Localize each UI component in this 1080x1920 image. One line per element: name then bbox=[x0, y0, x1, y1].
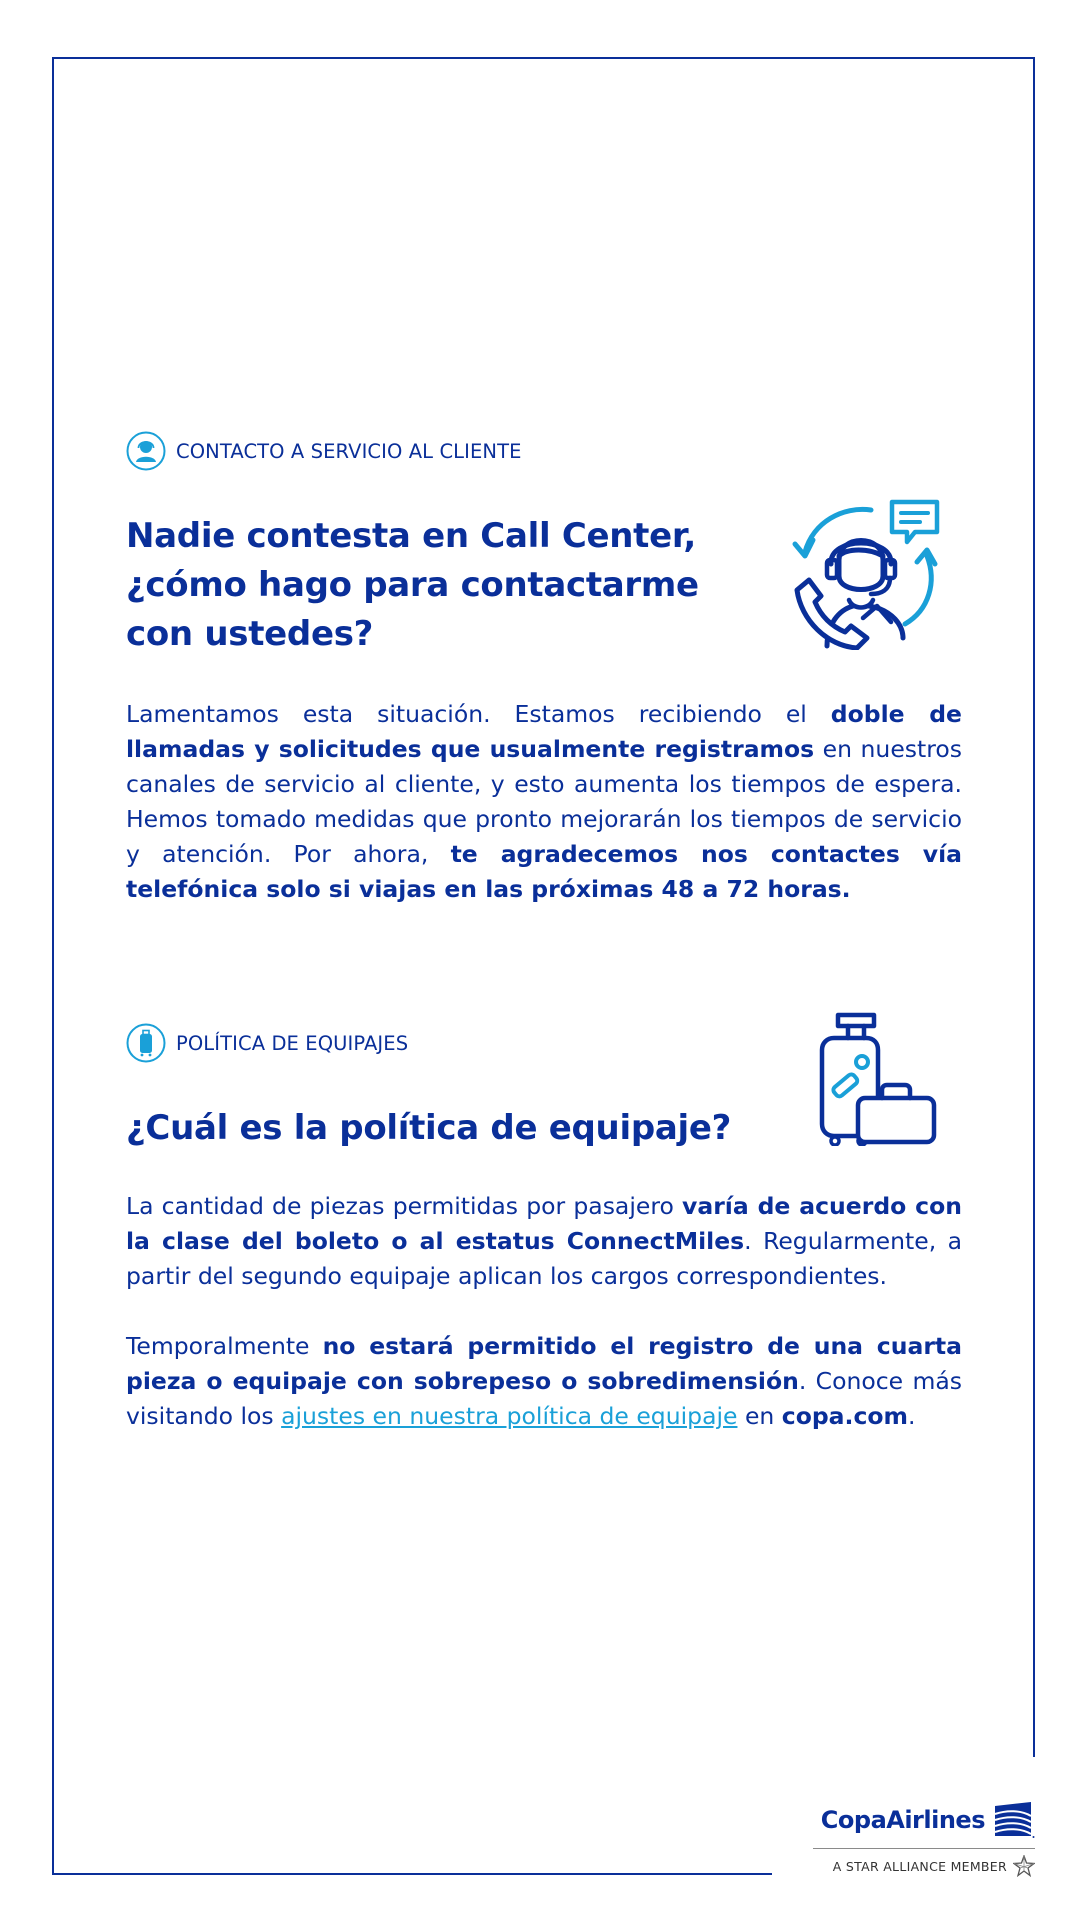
headline-line: con ustedes? bbox=[126, 614, 374, 654]
section-paragraph: La cantidad de piezas permitidas por pasajero varía de acuerdo con la clase del boleto o al estatus ConnectMiles. Regularmente, a partir del segundo equipaje aplican los cargos correspondientes. bbox=[126, 1192, 962, 1290]
eyebrow-label: POLÍTICA DE EQUIPAJES bbox=[176, 1031, 409, 1055]
logo-divider bbox=[813, 1848, 1035, 1849]
section-eyebrow bbox=[126, 430, 962, 472]
frame-left-border bbox=[52, 57, 54, 1875]
section-paragraph: Temporalmente no estará permitido el registro de una cuarta pieza o equipaje con sobrepeso o sobredimensión. Conoce más visitando los ajustes en nuestra política de equipaje en copa.com. bbox=[126, 1332, 962, 1430]
frame-top-border bbox=[52, 57, 1035, 59]
headline-line: ¿cómo hago para contactarme bbox=[126, 565, 699, 605]
logo-row bbox=[813, 1800, 1035, 1840]
section-headline bbox=[126, 512, 726, 659]
star-alliance-text: A STAR ALLIANCE MEMBER bbox=[832, 1858, 1007, 1874]
star-alliance-row bbox=[813, 1855, 1035, 1877]
eyebrow-label: CONTACTO A SERVICIO AL CLIENTE bbox=[176, 439, 522, 463]
section-headline: ¿Cuál es la política de equipaje? bbox=[126, 1108, 732, 1148]
luggage-icon bbox=[818, 1010, 938, 1146]
headline-line: Nadie contesta en Call Center, bbox=[126, 516, 696, 556]
copa-airlines-logo bbox=[813, 1800, 1035, 1877]
call-center-agent-icon bbox=[787, 498, 942, 650]
section-paragraph: Lamentamos esta situación. Estamos recibiendo el doble de llamadas y solicitudes que usualmente registramos en nuestros canales de servicio al cliente, y esto aumenta los tiempos de espera. Hemos tomado medidas que pronto mejorarán los tiempos de servicio y atención. Por ahora, te agradecemos nos contactes vía telefónica solo si viajas en las próximas 48 a 72 horas. bbox=[126, 700, 962, 903]
suitcase-icon bbox=[126, 1023, 166, 1063]
baggage-policy-link[interactable]: ajustes en nuestra política de equipaje bbox=[281, 1402, 738, 1430]
frame-bottom-border bbox=[52, 1873, 772, 1875]
logo-wordmark: CopaAirlines bbox=[820, 1806, 985, 1834]
frame-right-border bbox=[1033, 57, 1035, 1757]
star-alliance-icon bbox=[1013, 1855, 1035, 1877]
copa-logo-icon bbox=[991, 1800, 1035, 1840]
customer-service-icon bbox=[126, 431, 166, 471]
